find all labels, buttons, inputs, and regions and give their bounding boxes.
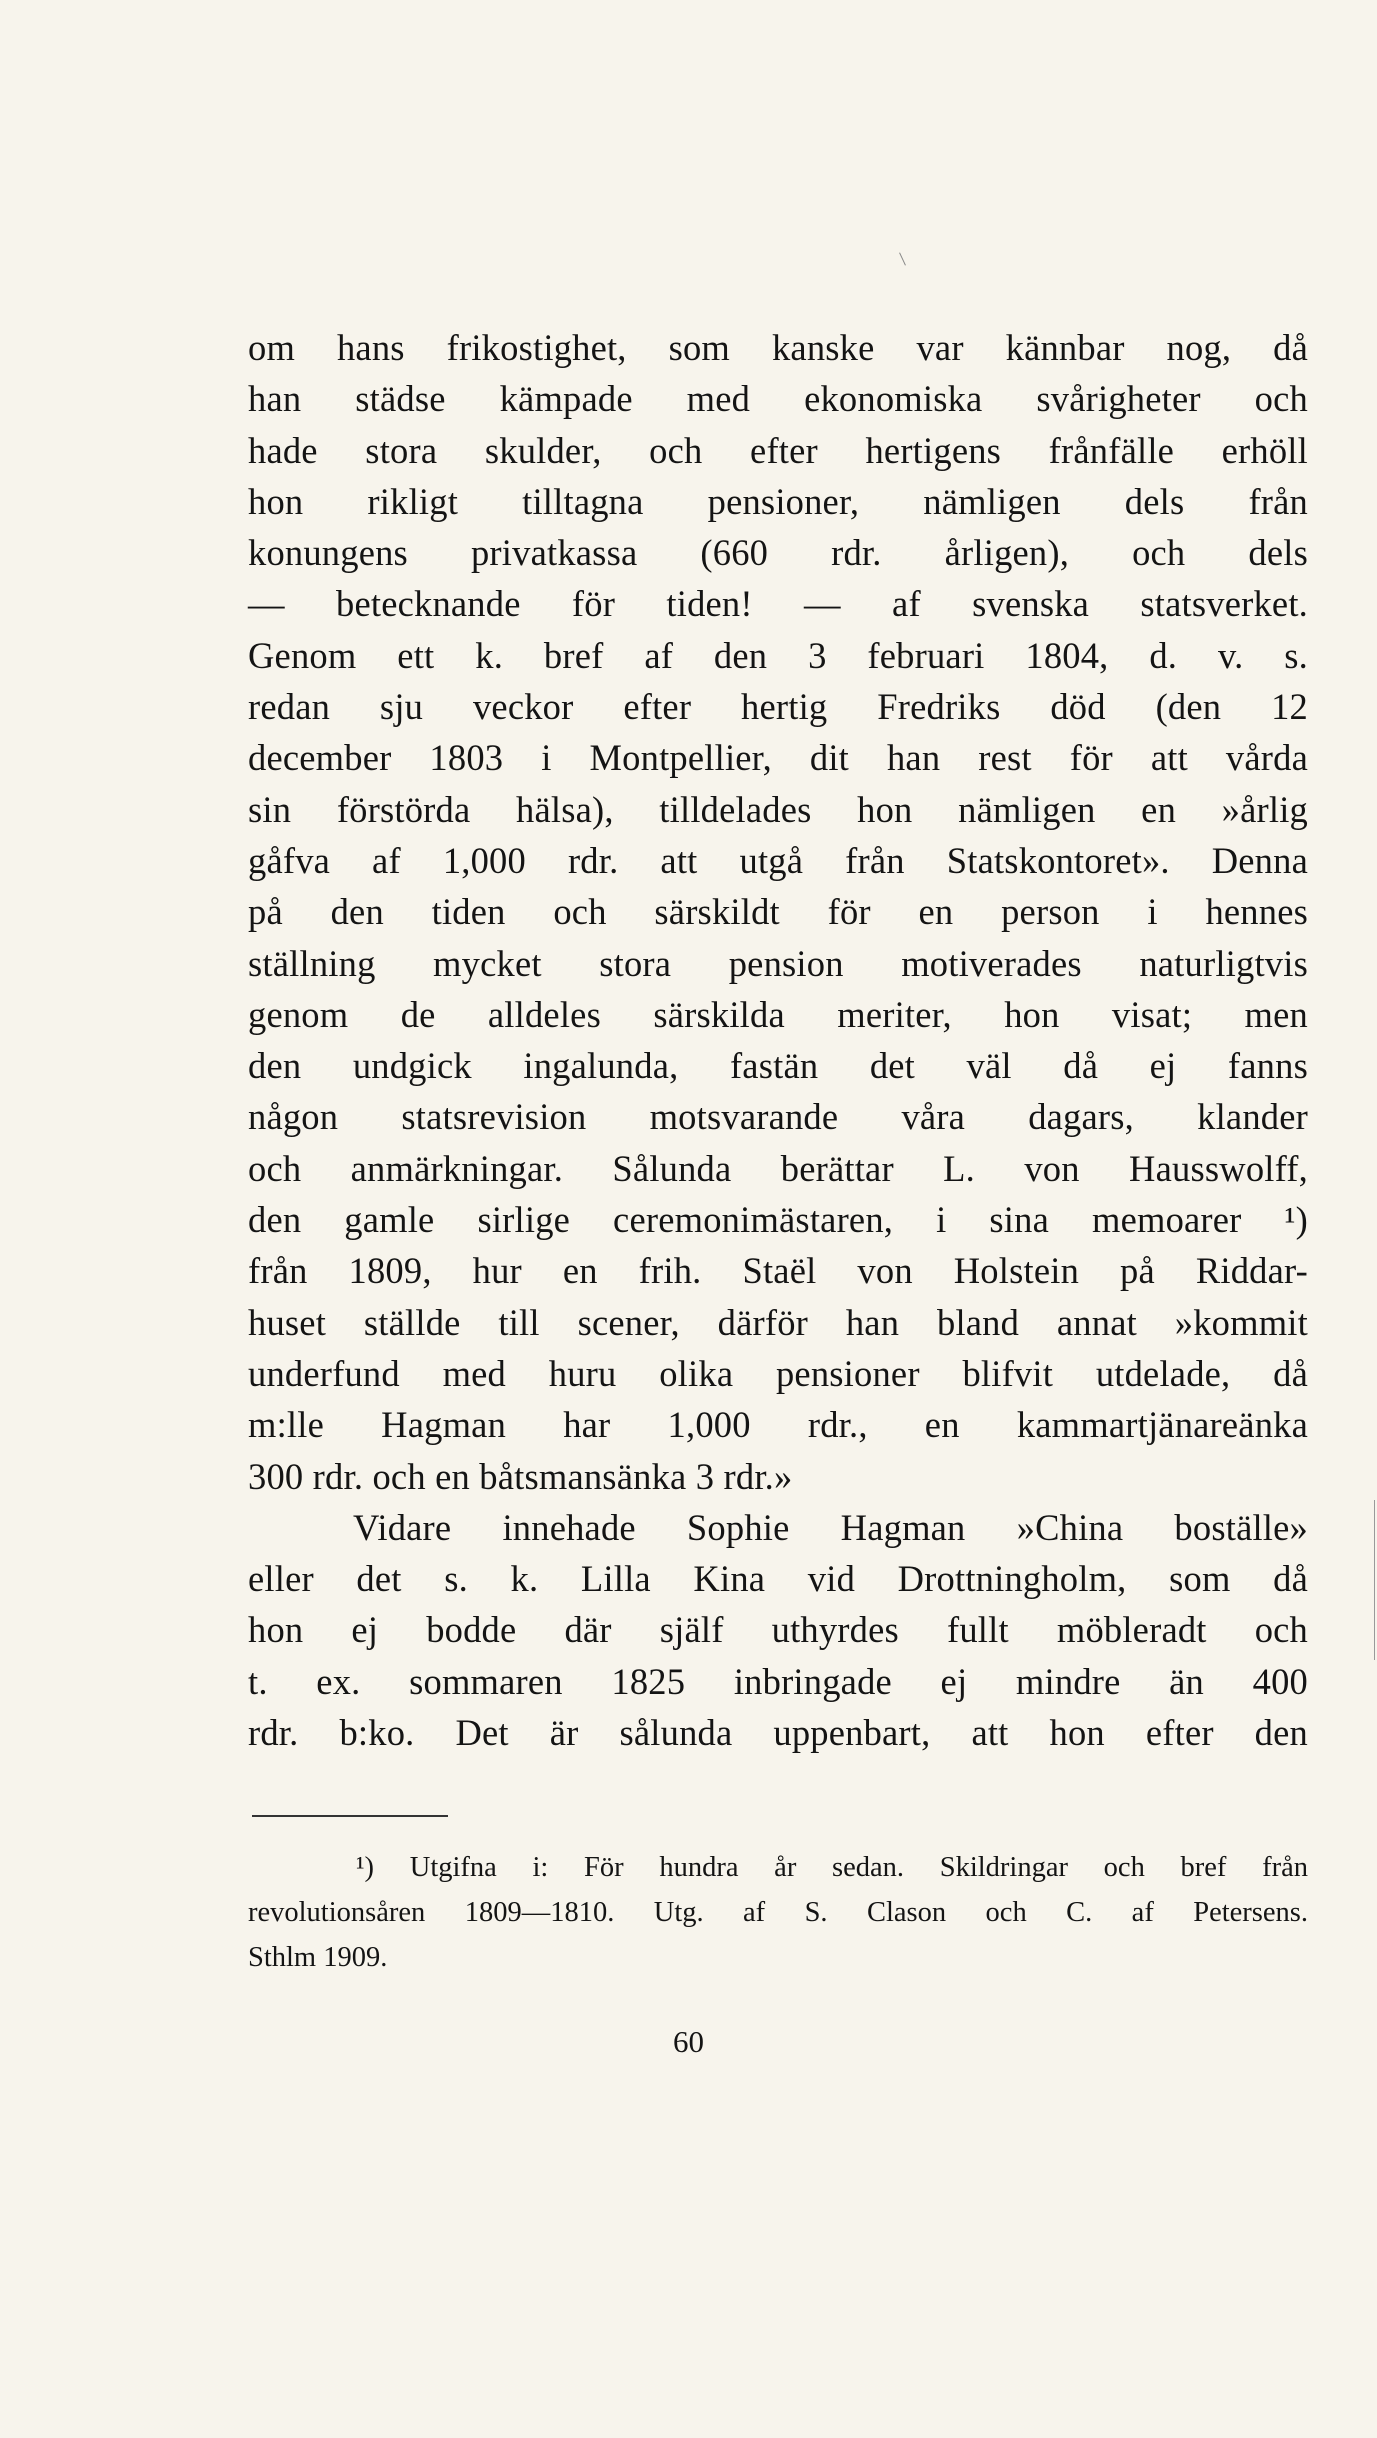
text-line: hade stora skulder, och efter hertigens frånfälle erhöll — [248, 429, 1308, 471]
text-line: t. ex. sommaren 1825 inbringade ej mindre än 400 — [248, 1660, 1308, 1702]
text-line: på den tiden och särskildt för en person i hennes — [248, 891, 1308, 933]
text-line: och anmärkningar. Sålunda berättar L. von Hausswolff, — [248, 1147, 1308, 1189]
text-line: från 1809, hur en frih. Staël von Holstein på Riddar- — [248, 1250, 1308, 1292]
text-line: eller det s. k. Lilla Kina vid Drottningholm, som då — [248, 1558, 1308, 1600]
text-line: hon ej bodde där själf uthyrdes fullt möbleradt och — [248, 1609, 1308, 1651]
text-line: genom de alldeles särskilda meriter, hon visat; men — [248, 993, 1308, 1035]
footnote-line: ¹) Utgifna i: För hundra år sedan. Skildringar och bref från — [356, 1852, 1308, 1883]
page-edge-line — [1374, 1500, 1375, 1660]
text-line: Vidare innehade Sophie Hagman »China boställe» — [353, 1506, 1308, 1548]
text-line: den gamle sirlige ceremonimästaren, i sina memoarer ¹) — [248, 1199, 1308, 1241]
text-line: hon rikligt tilltagna pensioner, nämligen dels från — [248, 480, 1308, 522]
page-number: 60 — [673, 2024, 704, 2059]
paper-speck — [899, 252, 906, 265]
text-line: konungens privatkassa (660 rdr. årligen), och dels — [248, 532, 1308, 574]
text-line: någon statsrevision motsvarande våra dagars, klander — [248, 1096, 1308, 1138]
text-line: — betecknande för tiden! — af svenska statsverket. — [248, 583, 1308, 625]
text-line: december 1803 i Montpellier, dit han rest för att vårda — [248, 737, 1308, 779]
text-line: han städse kämpade med ekonomiska svårigheter och — [248, 378, 1308, 420]
text-line: m:lle Hagman har 1,000 rdr., en kammartjänareänka — [248, 1404, 1308, 1446]
footnote-line: revolutionsåren 1809—1810. Utg. af S. Clason och C. af Petersens. — [248, 1897, 1308, 1928]
text-line: sin förstörda hälsa), tilldelades hon nämligen en »årlig — [248, 788, 1308, 830]
footnote-line: Sthlm 1909. — [248, 1942, 388, 1973]
text-line: redan sju veckor efter hertig Fredriks död (den 12 — [248, 686, 1308, 728]
text-line: Genom ett k. bref af den 3 februari 1804, d. v. s. — [248, 634, 1308, 676]
text-line: om hans frikostighet, som kanske var kännbar nog, då — [248, 327, 1308, 368]
text-line: gåfva af 1,000 rdr. att utgå från Statskontoret». Denna — [248, 839, 1308, 881]
text-line: rdr. b:ko. Det är sålunda uppenbart, att hon efter den — [248, 1712, 1308, 1754]
text-line: underfund med huru olika pensioner blifvit utdelade, då — [248, 1352, 1308, 1394]
text-line: den undgick ingalunda, fastän det väl då ej fanns — [248, 1045, 1308, 1087]
text-line: 300 rdr. och en båtsmansänka 3 rdr.» — [248, 1455, 793, 1497]
body-text — [248, 322, 1308, 1758]
footnotes — [248, 1845, 1308, 1980]
text-line: huset ställde till scener, därför han bland annat »kommit — [248, 1301, 1308, 1343]
text-line: ställning mycket stora pension motiverades naturligtvis — [248, 942, 1308, 984]
footnote-divider — [252, 1815, 448, 1817]
